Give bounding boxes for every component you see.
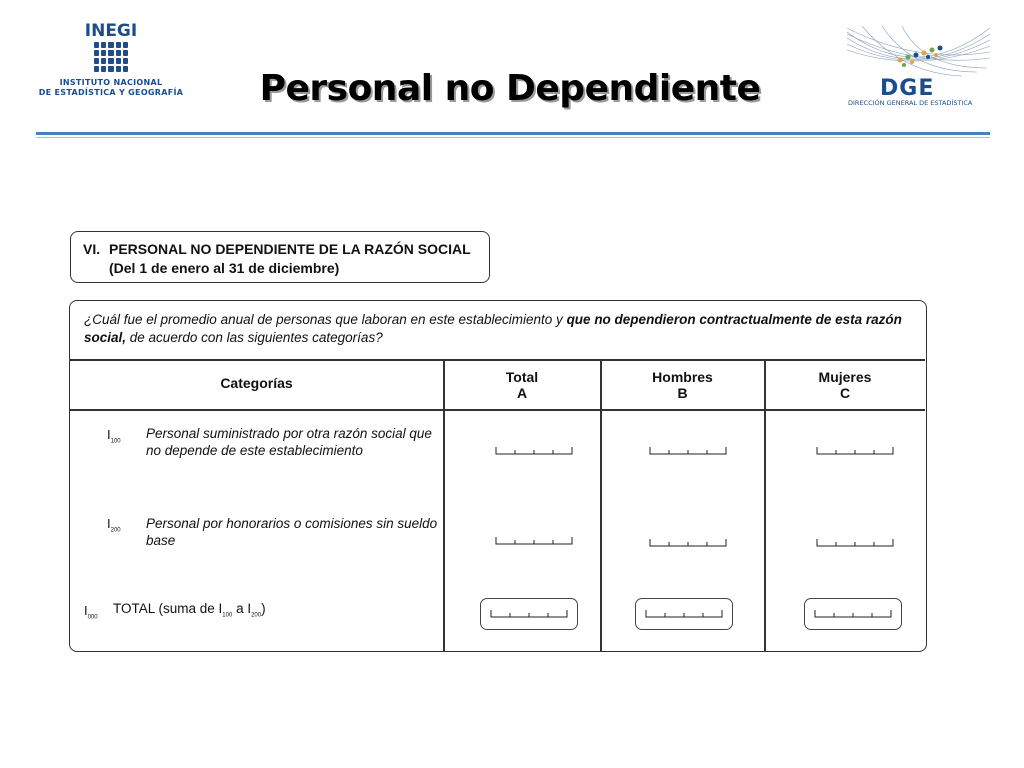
- input-i100-women[interactable]: [816, 447, 894, 455]
- input-i200-women[interactable]: [816, 539, 894, 547]
- inegi-logo: [36, 22, 186, 112]
- col-header-categories: Categorías: [220, 375, 293, 391]
- total-box-b[interactable]: [635, 598, 733, 630]
- question-emphasis: que no dependieron contractualmente de esta razón social,: [84, 312, 902, 345]
- inegi-wordmark: INEGI: [84, 21, 138, 41]
- input-i100-men[interactable]: [649, 447, 727, 455]
- header-divider-thin: [36, 137, 990, 138]
- row-code-i100: $I_{100}$: [107, 427, 121, 445]
- page-title: Personal no Dependiente: [259, 68, 761, 109]
- col-divider-2: [600, 359, 602, 651]
- row-code-i200: $I_{200}$: [107, 516, 121, 534]
- header-divider: [36, 132, 990, 135]
- total-box-c[interactable]: [804, 598, 902, 630]
- form-question: ¿Cuál fue el promedio anual de personas que laboran en este establecimiento y que no dependieron contractualmente de esta razón social, de acuerdo con las siguientes categorías?: [84, 312, 902, 345]
- section-heading-box: [70, 231, 490, 283]
- inegi-line2: DE ESTADÍSTICA Y GEOGRAFÍA: [38, 88, 184, 97]
- input-total-c[interactable]: [814, 610, 892, 618]
- section-period: (Del 1 de enero al 31 de diciembre): [109, 260, 340, 276]
- section-number: VI.: [83, 241, 101, 257]
- total-box-a[interactable]: [480, 598, 578, 630]
- input-i200-total[interactable]: [495, 537, 573, 545]
- dge-wordmark: DGE: [880, 76, 935, 101]
- dge-globe-icon: [842, 24, 992, 78]
- row-label-i200: Personal por honorarios o comisiones sin sueldo base: [146, 516, 438, 548]
- row-code-i000: $I_{000}$: [84, 603, 98, 621]
- col-divider-3: [764, 359, 766, 651]
- inegi-line1: INSTITUTO NACIONAL: [59, 78, 163, 87]
- dge-logo: [842, 24, 992, 108]
- col-header-total: Total A: [505, 369, 539, 401]
- dge-subtitle: DIRECCIÓN GENERAL DE ESTADÍSTICA: [848, 99, 973, 107]
- input-total-b[interactable]: [645, 610, 723, 618]
- personnel-form: [69, 300, 927, 652]
- row-label-i100: Personal suministrado por otra razón social que no depende de este establecimiento: [146, 426, 432, 458]
- input-i200-men[interactable]: [649, 539, 727, 547]
- col-divider-1: [443, 359, 445, 651]
- section-heading: PERSONAL NO DEPENDIENTE DE LA RAZÓN SOCIAL: [109, 241, 471, 257]
- inegi-grid-icon: [94, 42, 128, 72]
- input-i100-total[interactable]: [495, 447, 573, 455]
- col-header-men: Hombres B: [652, 369, 713, 401]
- row-label-total: TOTAL (suma de $I_{100}$ a $I_{200}$): [113, 601, 266, 619]
- input-total-a[interactable]: [490, 610, 568, 618]
- header-top-line: [70, 359, 925, 361]
- header-bottom-line: [70, 409, 925, 411]
- col-header-women: Mujeres C: [818, 369, 872, 401]
